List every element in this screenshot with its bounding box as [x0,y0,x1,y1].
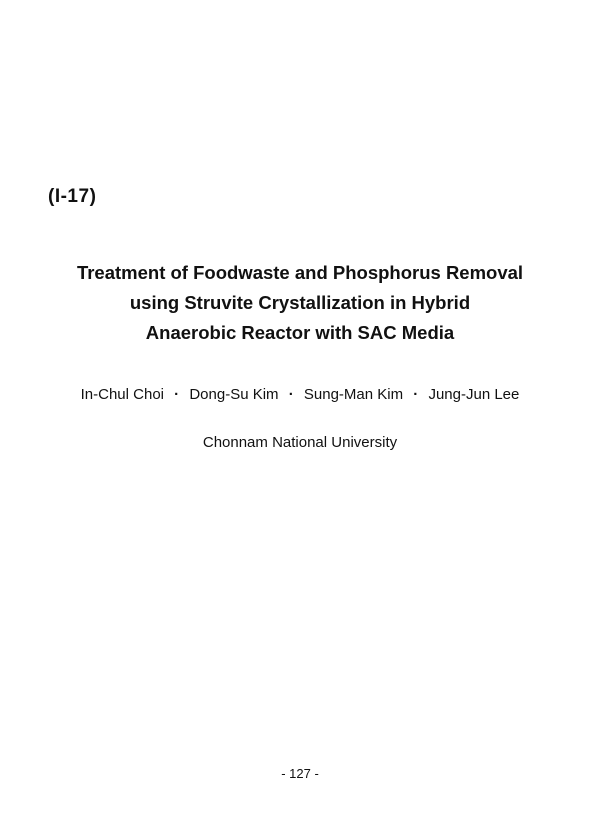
author-separator: · [174,386,180,403]
page-number: - 127 - [281,766,319,781]
author-separator: · [288,386,294,403]
title-line-3: Anaerobic Reactor with SAC Media [145,322,455,343]
section-code: (I-17) [48,186,97,207]
author-list [0,386,600,403]
title-line-1: Treatment of Foodwaste and Phosphorus Removal [76,262,524,283]
title-line-2: using Struvite Crystallization in Hybrid [129,292,471,313]
paper-title [0,258,600,348]
author-separator: · [413,386,419,403]
author-1: In-Chul Choi [80,386,164,403]
author-2: Dong-Su Kim [189,386,279,403]
affiliation: Chonnam National University [202,434,398,451]
author-3: Sung-Man Kim [303,386,404,403]
author-4: Jung-Jun Lee [428,386,520,403]
